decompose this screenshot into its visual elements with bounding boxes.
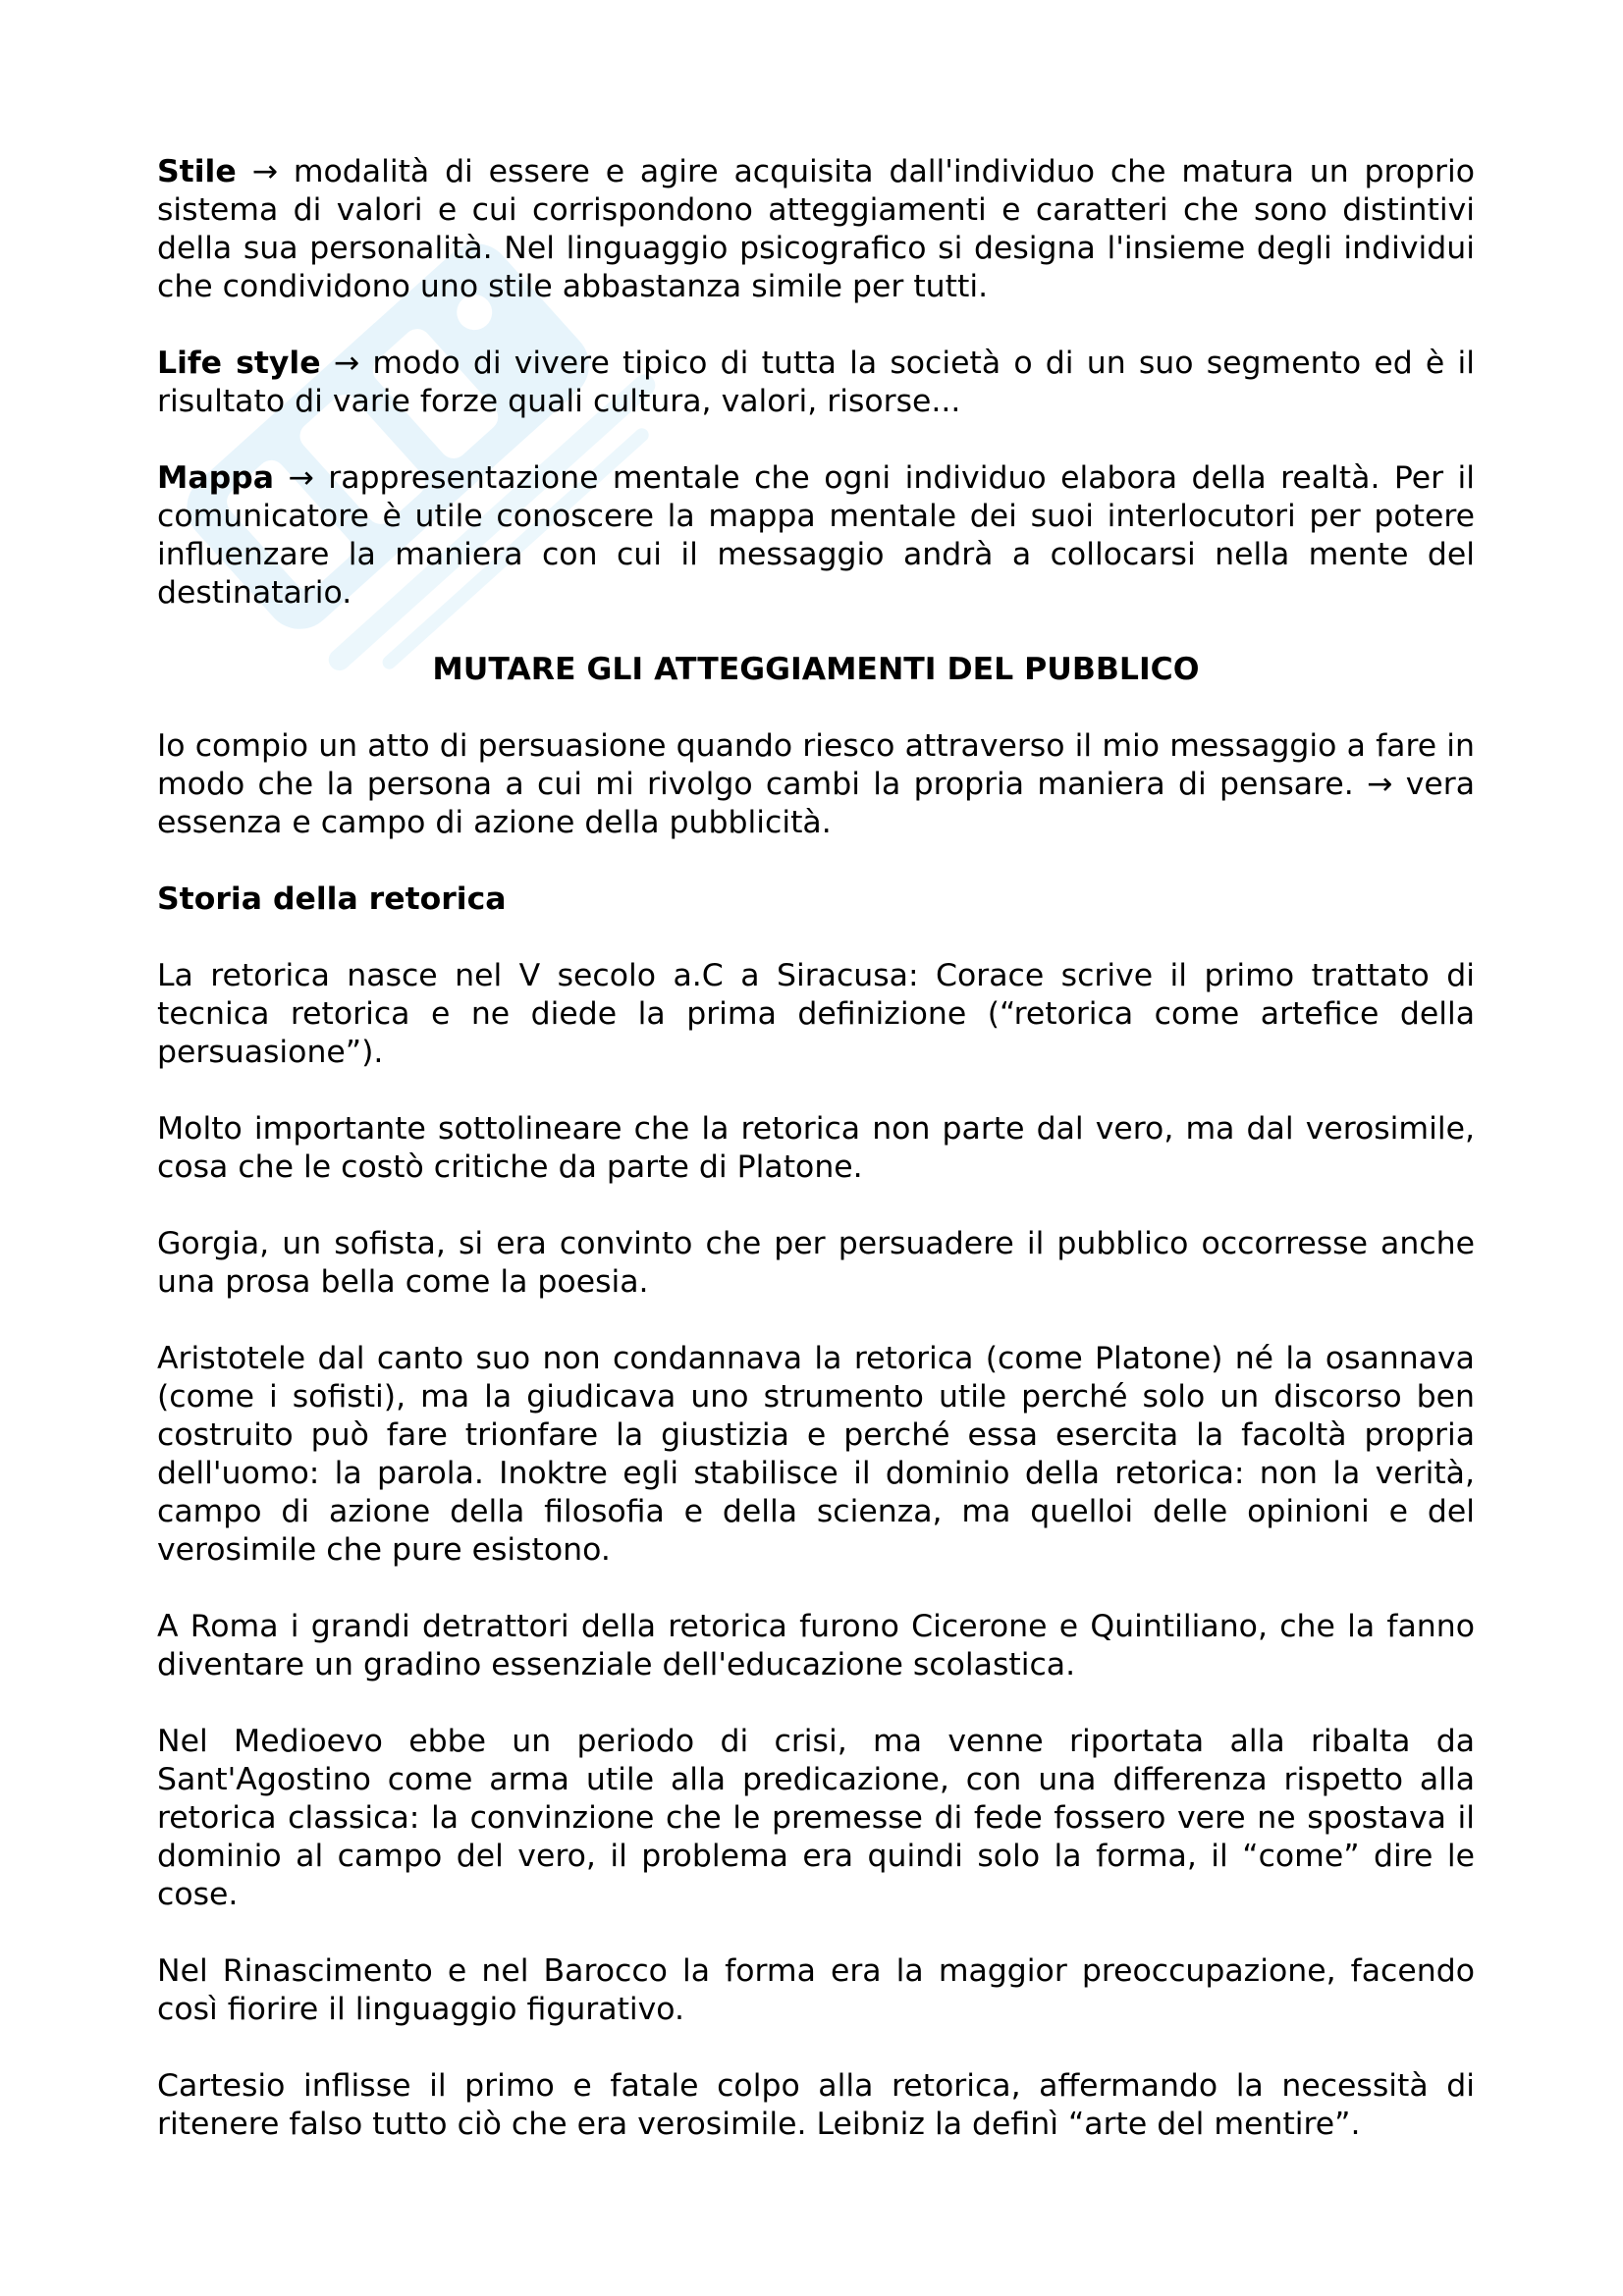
intro-paragraph: Io compio un atto di persuasione quando riesco attraverso il mio messaggio a fare in modo che la persona a cui mi rivolgo cambi la propria maniera di pensare. → vera essenza e campo di azione della pubblicità. [157,728,1475,840]
subsection-title: Storia della retorica [157,881,507,917]
definition-life-style [157,345,1475,421]
document-page [157,153,1475,2182]
section-title: MUTARE GLI ATTEGGIAMENTI DEL PUBBLICO [432,652,1200,687]
arrow-icon: → [333,346,360,381]
definition-stile [157,153,1475,306]
definition-text: rappresentazione mentale che ogni individuo elabora della realtà. Per il comunicatore è utile conoscere la mappa mentale dei suoi interlocutori per potere influenzare la maniera con cui il messaggio andrà a collocarsi nella mente del destinatario. [157,460,1476,611]
arrow-icon: → [288,460,314,496]
term-label: Stile [157,154,237,189]
definition-text: modo di vivere tipico di tutta la società o di un suo segmento ed è il risultato di varie forze quali cultura, valori, risorse... [157,346,1476,419]
body-paragraph: La retorica nasce nel V secolo a.C a Siracusa: Corace scrive il primo trattato di tecnica retorica e ne diede la prima definizione (“retorica come artefice della persuasione”). [157,958,1475,1070]
term-label: Mappa [157,460,274,496]
arrow-icon: → [251,154,278,189]
term-label: Life style [157,346,321,381]
body-paragraph: Molto importante sottolineare che la retorica non parte dal vero, ma dal verosimile, cosa che le costò critiche da parte di Platone. [157,1111,1475,1185]
definition-mappa [157,459,1475,613]
body-paragraph: Aristotele dal canto suo non condannava la retorica (come Platone) né la osannava (come i sofisti), ma la giudicava uno strumento utile perché solo un discorso ben costruito può fare trionfare la giustizia e perché essa esercita la facoltà propria dell'uomo: la parola. Inoktre egli stabilisce il dominio della retorica: non la verità, campo di azione della filosofia e della scienza, ma quelloi delle opinioni e del verosimile che pure esistono. [157,1341,1475,1568]
body-paragraph: Gorgia, un sofista, si era convinto che per persuadere il pubblico occorresse anche una prosa bella come la poesia. [157,1226,1475,1300]
body-paragraph: Nel Rinascimento e nel Barocco la forma era la maggior preoccupazione, facendo così fiorire il linguaggio figurativo. [157,1953,1475,2027]
body-paragraph: Nel Medioevo ebbe un periodo di crisi, ma venne riportata alla ribalta da Sant'Agostino come arma utile alla predicazione, con una differenza rispetto alla retorica classica: la convinzione che le premesse di fede fossero vere ne spostava il dominio al campo del vero, il problema era quindi solo la forma, il “come” dire le cose. [157,1724,1475,1912]
definition-text: modalità di essere e agire acquisita dall'individuo che matura un proprio sistema di valori e cui corrispondono atteggiamenti e caratteri che sono distintivi della sua personalità. Nel linguaggio psicografico si designa l'insieme degli individui che condividono uno stile abbastanza simile per tutti. [157,154,1476,304]
body-paragraph: A Roma i grandi detrattori della retorica furono Cicerone e Quintiliano, che la fanno diventare un gradino essenziale dell'educazione scolastica. [157,1609,1475,1682]
body-paragraph: Cartesio inflisse il primo e fatale colpo alla retorica, affermando la necessità di ritenere falso tutto ciò che era verosimile. Leibniz la definì “arte del mentire”. [157,2068,1475,2142]
